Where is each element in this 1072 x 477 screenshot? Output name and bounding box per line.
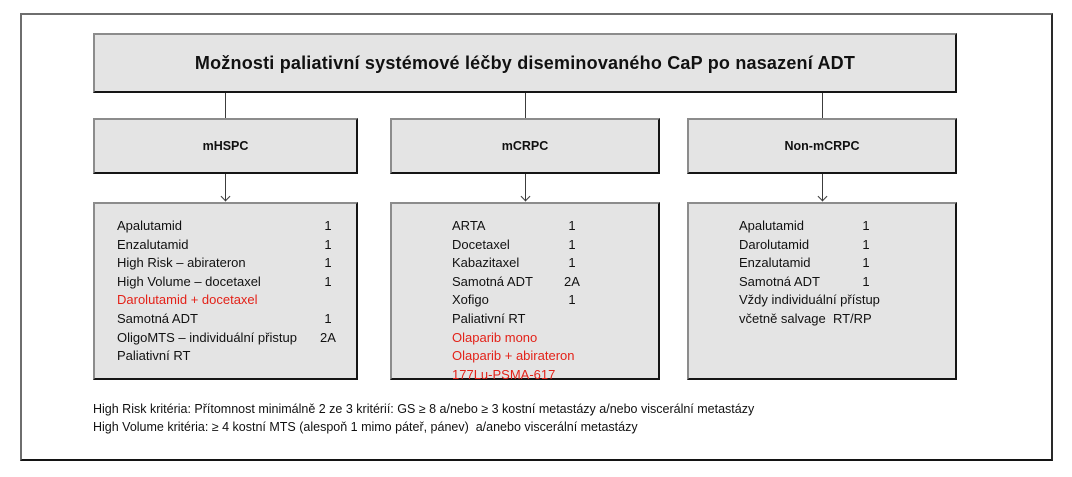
- treatment-row: [392, 273, 658, 292]
- evidence-level: 1: [862, 273, 870, 289]
- evidence-level: [552, 329, 592, 348]
- treatment-row: [95, 254, 356, 273]
- category-box-non-mcrpc: [687, 118, 957, 174]
- evidence-level: 1: [324, 255, 332, 271]
- treatment-label: OligoMTS – individuální přistup: [117, 329, 297, 345]
- connector-line-mhspc: [225, 93, 226, 118]
- evidence-level: 1: [324, 218, 332, 233]
- treatment-label: Paliativní RT: [117, 348, 191, 364]
- treatment-row: [689, 217, 955, 236]
- category-label: mCRPC: [501, 139, 549, 153]
- treatment-list-mhspc: [93, 202, 358, 380]
- treatment-label: ARTA: [452, 218, 486, 233]
- treatment-label: Samotná ADT: [739, 273, 820, 289]
- treatment-list-mcrpc: [390, 202, 660, 380]
- treatment-row: [95, 217, 356, 236]
- treatment-row: [392, 217, 658, 236]
- footnote-line-high-risk: High Risk kritéria: Přítomnost minimálně 2 ze 3 kritérií: GS ≥ 8 a/nebo ≥ 3 kostní metastázy a/nebo viscerální metastázy: [93, 402, 755, 416]
- connector-line-mcrpc: [525, 93, 526, 118]
- treatment-label: Darolutamid + docetaxel: [117, 292, 258, 308]
- treatment-row: [392, 254, 658, 273]
- treatment-label: Xofigo: [452, 292, 489, 308]
- treatment-row: [95, 291, 356, 310]
- treatment-label: Enzalutamid: [117, 236, 189, 252]
- treatment-label: včetně salvage RT/RP: [739, 310, 872, 326]
- treatment-label: High Volume – docetaxel: [117, 273, 261, 289]
- evidence-level: [308, 347, 348, 366]
- treatment-row: [95, 347, 356, 366]
- treatment-list-body: [392, 204, 658, 384]
- page-title: Možnosti paliativní systémové léčby diseminovaného CaP po nasazení ADT: [194, 52, 856, 73]
- treatment-row: [689, 273, 955, 292]
- evidence-level: 2A: [564, 273, 580, 289]
- treatment-list-body: [95, 204, 356, 366]
- treatment-label: Darolutamid: [739, 236, 810, 252]
- treatment-label: Vždy individuální přístup: [739, 292, 880, 308]
- connector-line-non-mcrpc: [822, 93, 823, 118]
- evidence-level: 1: [862, 255, 870, 271]
- evidence-level: 1: [568, 236, 576, 252]
- category-label: mHSPC: [202, 139, 249, 153]
- treatment-row: [689, 254, 955, 273]
- evidence-level: [308, 291, 348, 310]
- treatment-list-non-mcrpc: [687, 202, 957, 380]
- treatment-row: [689, 310, 955, 329]
- evidence-level: 1: [862, 218, 870, 233]
- evidence-level: 1: [324, 236, 332, 252]
- treatment-label: Enzalutamid: [739, 255, 811, 271]
- treatment-row: [392, 291, 658, 310]
- category-box-mhspc: [93, 118, 358, 174]
- treatment-label: Samotná ADT: [117, 310, 198, 326]
- treatment-row: [689, 236, 955, 255]
- treatment-label: High Risk – abirateron: [117, 255, 246, 271]
- evidence-level: 1: [568, 255, 576, 271]
- treatment-label: Kabazitaxel: [452, 255, 520, 271]
- treatment-label: Docetaxel: [452, 236, 510, 252]
- treatment-label: Paliativní RT: [452, 310, 526, 326]
- treatment-label: Samotná ADT: [452, 273, 533, 289]
- treatment-list-body: [689, 204, 955, 329]
- treatment-label: Olaparib mono: [452, 329, 538, 345]
- treatment-row: [95, 310, 356, 329]
- treatment-row: [392, 310, 658, 329]
- treatment-label: 177Lu-PSMA-617: [452, 366, 556, 382]
- treatment-row: [95, 273, 356, 292]
- category-label: Non-mCRPC: [784, 139, 860, 153]
- arrow-down-icon: [822, 174, 823, 201]
- title-box: [93, 33, 957, 93]
- arrow-down-icon: [225, 174, 226, 201]
- treatment-row: [392, 329, 658, 348]
- category-box-mcrpc: [390, 118, 660, 174]
- treatment-row: [95, 236, 356, 255]
- treatment-label: Apalutamid: [117, 218, 183, 233]
- footnote-line-high-volume: High Volume kritéria: ≥ 4 kostní MTS (alespoň 1 mimo páteř, pánev) a/anebo viscerální metastázy: [93, 419, 638, 434]
- evidence-level: 2A: [320, 329, 336, 345]
- evidence-level: 1: [862, 236, 870, 252]
- treatment-row: [392, 347, 658, 366]
- treatment-row: [95, 329, 356, 348]
- evidence-level: [872, 310, 886, 329]
- evidence-level: 1: [324, 273, 332, 289]
- arrow-down-icon: [525, 174, 526, 201]
- evidence-level: [575, 347, 593, 366]
- evidence-level: [552, 310, 592, 329]
- treatment-row: [392, 366, 658, 385]
- treatment-label: Apalutamid: [739, 218, 805, 233]
- treatment-label: Olaparib + abirateron: [452, 348, 575, 364]
- treatment-row: [689, 291, 955, 310]
- evidence-level: 1: [568, 218, 576, 233]
- evidence-level: [880, 291, 886, 310]
- evidence-level: [555, 366, 592, 385]
- footnote: [93, 401, 754, 436]
- treatment-row: [392, 236, 658, 255]
- evidence-level: 1: [324, 310, 332, 326]
- evidence-level: 1: [568, 292, 576, 308]
